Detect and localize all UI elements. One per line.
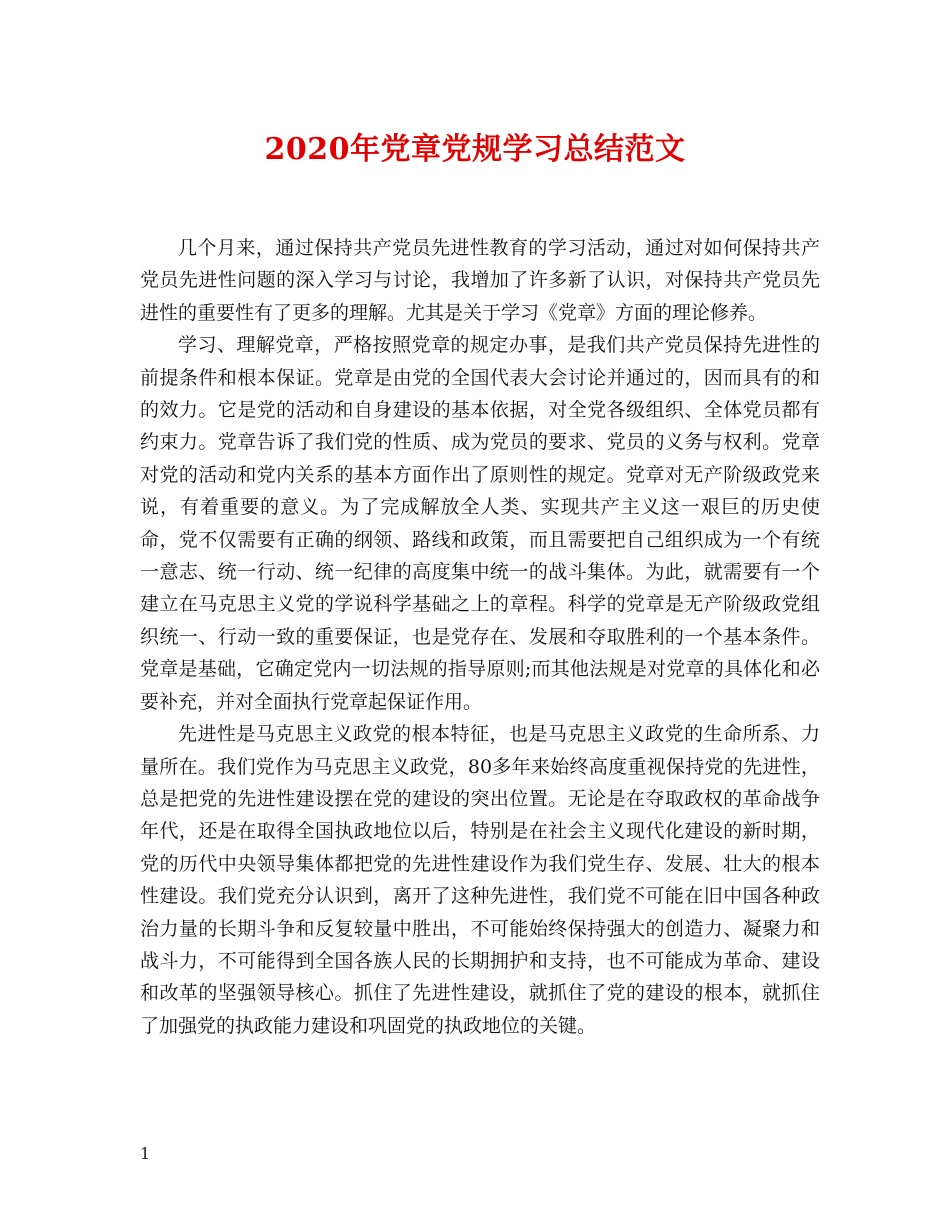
paragraph-1: 几个月来，通过保持共产党员先进性教育的学习活动，通过对如何保持共产党员先进性问题的深入学习与讨论，我增加了许多新了认识，对保持共产党员先进性的重要性有了更多的理解。尤其是关于学习《党章》方面的理论修养。: [140, 237, 820, 324]
document-body: [140, 232, 820, 1042]
paragraph-3: 先进性是马克思主义政党的根本特征，也是马克思主义政党的生命所系、力量所在。我们党作为马克思主义政党，80多年来始终高度重视保持党的先进性，总是把党的先进性建设摆在党的建设的突出位置。无论是在夺取政权的革命战争年代，还是在取得全国执政地位以后，特别是在社会主义现代化建设的新时期，党的历代中央领导集体都把党的先进性建设作为我们党生存、发展、壮大的根本性建设。我们党充分认识到，离开了这种先进性，我们党不可能在旧中国各种政治力量的长期斗争和反复较量中胜出，不可能始终保持强大的创造力、凝聚力和战斗力，不可能得到全国各族人民的长期拥护和支持，也不可能成为革命、建设和改革的坚强领导核心。抓住了先进性建设，就抓住了党的建设的根本，就抓住了加强党的执政能力建设和巩固党的执政地位的关键。: [140, 723, 820, 1037]
document-title: 2020年党章党规学习总结范文: [264, 132, 686, 167]
paragraph-2: 学习、理解党章，严格按照党章的规定办事，是我们共产党员保持先进性的前提条件和根本保证。党章是由党的全国代表大会讨论并通过的，因而具有的和的效力。它是党的活动和自身建设的基本依据，对全党各级组织、全体党员都有约束力。党章告诉了我们党的性质、成为党员的要求、党员的义务与权利。党章对党的活动和党内关系的基本方面作出了原则性的规定。党章对无产阶级政党来说，有着重要的意义。为了完成解放全人类、实现共产主义这一艰巨的历史使命，党不仅需要有正确的纲领、路线和政策，而且需要把自己组织成为一个有统一意志、统一行动、统一纪律的高度集中统一的战斗集体。为此，就需要有一个建立在马克思主义党的学说科学基础之上的章程。科学的党章是无产阶级政党组织统一、行动一致的重要保证，也是党存在、发展和夺取胜利的一个基本条件。党章是基础，它确定党内一切法规的指导原则;而其他法规是对党章的具体化和必要补充，并对全面执行党章起保证作用。: [140, 334, 820, 713]
page-number: 1: [140, 1144, 151, 1163]
